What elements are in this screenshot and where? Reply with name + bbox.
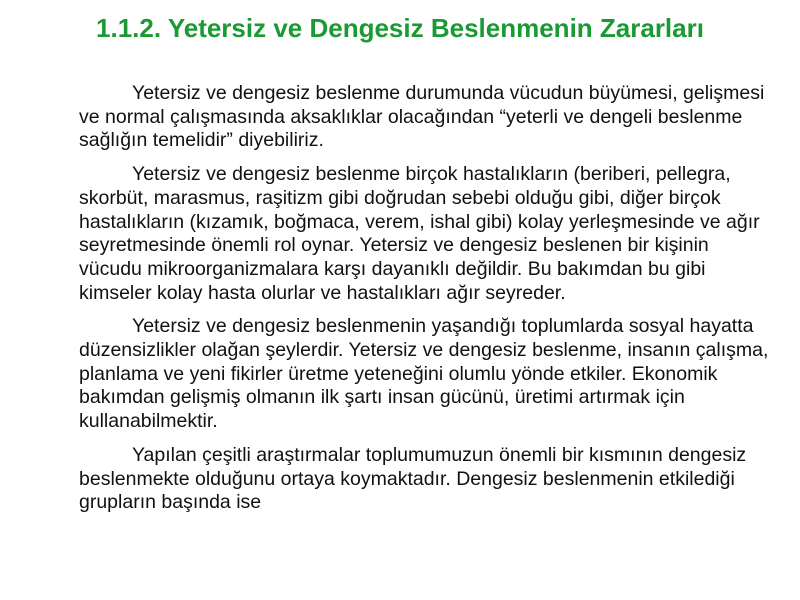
paragraph: Yetersiz ve dengesiz beslenme birçok hastalıkların (beriberi, pellegra, skorbüt, marasmus, raşitizm gibi doğrudan sebebi olduğu gibi, diğer birçok hastalıkların (kızamık, boğmaca, verem, ishal gibi) kolay yerleşmesinde ve ağır seyretmesinde önemli rol oynar. Yetersiz ve dengesiz beslenen bir kişinin vücudu mikroorganizmalara karşı dayanıklı değildir. Bu bakımdan bu gibi kimseler kolay hasta olurlar ve hastalıkları ağır seyreder. (79, 163, 760, 304)
paragraph: Yetersiz ve dengesiz beslenme durumunda vücudun büyümesi, gelişmesi ve normal çalışmasında aksaklıklar olacağından “yeterli ve dengeli beslenme sağlığın temelidir” diyebiliriz. (79, 82, 765, 152)
slide-title: 1.1.2. Yetersiz ve Dengesiz Beslenmenin Zararları (96, 13, 704, 43)
paragraph: Yetersiz ve dengesiz beslenmenin yaşandığı toplumlarda sosyal hayatta düzensizlikler olağan şeylerdir. Yetersiz ve dengesiz beslenme, insanın çalışma, planlama ve yeni fikirler üretme yeteneğini olumlu yönde etkiler. Ekonomik bakımdan gelişmiş olmanın ilk şartı insan gücünü, üretimi artırmak için kullanabilmektir. (79, 315, 769, 433)
slide-body (79, 82, 769, 525)
paragraph: Yapılan çeşitli araştırmalar toplumumuzun önemli bir kısmının dengesiz beslenmekte olduğunu ortaya koymaktadır. Dengesiz beslenmenin etkilediği grupların başında ise (79, 443, 747, 514)
